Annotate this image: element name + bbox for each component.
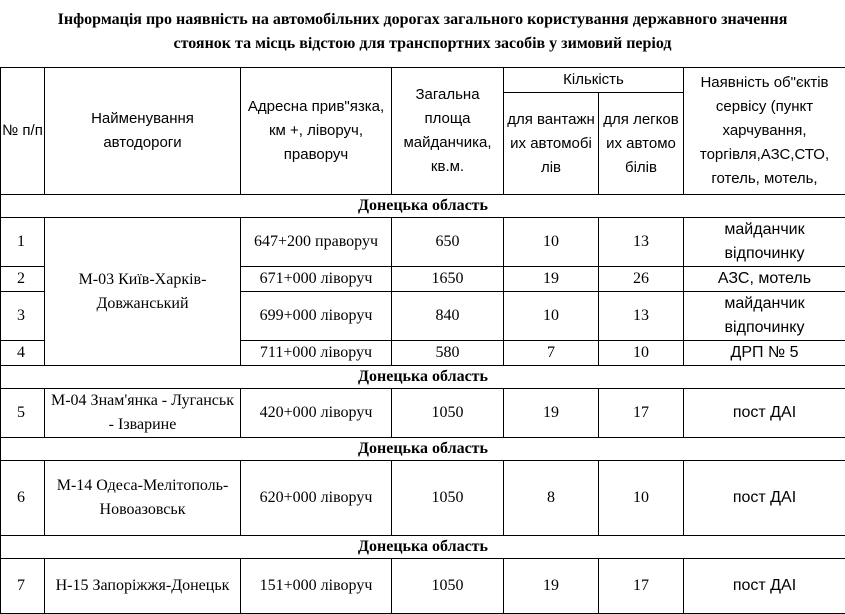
header-cars: для легкових автомобілів <box>599 93 684 195</box>
table-row <box>1 218 845 267</box>
row-number: 4 <box>1 341 45 366</box>
row-number: 3 <box>1 292 45 341</box>
service-cell: пост ДАІ <box>684 461 845 536</box>
cars-cell: 17 <box>599 559 684 614</box>
row-number: 7 <box>1 559 45 614</box>
row-number: 5 <box>1 389 45 438</box>
address-cell: 699+000 ліворуч <box>241 292 392 341</box>
region-row <box>1 195 845 218</box>
region-row <box>1 438 845 461</box>
address-cell: 711+000 ліворуч <box>241 341 392 366</box>
area-cell: 1050 <box>392 559 504 614</box>
road-name: М-04 Знам'янка - Луганськ - Ізварине <box>45 389 241 438</box>
table-row <box>1 461 845 536</box>
region-name: Донецька область <box>1 195 845 218</box>
area-cell: 580 <box>392 341 504 366</box>
area-cell: 840 <box>392 292 504 341</box>
trucks-cell: 8 <box>504 461 599 536</box>
header-num: № п/п <box>1 68 45 195</box>
trucks-cell: 7 <box>504 341 599 366</box>
table-row <box>1 559 845 614</box>
area-cell: 1650 <box>392 267 504 292</box>
trucks-cell: 19 <box>504 559 599 614</box>
trucks-cell: 19 <box>504 267 599 292</box>
title-line-2: стоянок та місць відстою для транспортних засобів у зимовий період <box>0 32 845 56</box>
road-name: Н-15 Запоріжжя-Донецьк <box>45 559 241 614</box>
service-cell: пост ДАІ <box>684 559 845 614</box>
service-cell: ДРП № 5 <box>684 341 845 366</box>
service-cell: АЗС, мотель <box>684 267 845 292</box>
table-row <box>1 389 845 438</box>
row-number: 6 <box>1 461 45 536</box>
parking-table <box>0 67 845 614</box>
address-cell: 671+000 ліворуч <box>241 267 392 292</box>
header-count: Кількість <box>504 68 684 93</box>
service-cell: майданчик відпочинку <box>684 218 845 267</box>
document-title <box>0 0 845 67</box>
header-road: Найменування автодороги <box>45 68 241 195</box>
trucks-cell: 19 <box>504 389 599 438</box>
trucks-cell: 10 <box>504 292 599 341</box>
region-name: Донецька область <box>1 438 845 461</box>
row-number: 2 <box>1 267 45 292</box>
cars-cell: 13 <box>599 218 684 267</box>
address-cell: 151+000 ліворуч <box>241 559 392 614</box>
region-name: Донецька область <box>1 536 845 559</box>
header-area: Загальна площа майданчика, кв.м. <box>392 68 504 195</box>
road-name: М-14 Одеса-Мелітополь-Новоазовськ <box>45 461 241 536</box>
region-name: Донецька область <box>1 366 845 389</box>
address-cell: 647+200 праворуч <box>241 218 392 267</box>
header-row-1 <box>1 68 845 93</box>
area-cell: 1050 <box>392 461 504 536</box>
area-cell: 1050 <box>392 389 504 438</box>
row-number: 1 <box>1 218 45 267</box>
cars-cell: 17 <box>599 389 684 438</box>
table-body <box>1 68 845 614</box>
service-cell: пост ДАІ <box>684 389 845 438</box>
address-cell: 620+000 ліворуч <box>241 461 392 536</box>
header-trucks: для вантажних автомобілів <box>504 93 599 195</box>
address-cell: 420+000 ліворуч <box>241 389 392 438</box>
trucks-cell: 10 <box>504 218 599 267</box>
cars-cell: 10 <box>599 341 684 366</box>
cars-cell: 13 <box>599 292 684 341</box>
road-name: М-03 Київ-Харків-Довжанський <box>45 218 241 366</box>
region-row <box>1 366 845 389</box>
header-service: Наявність об"єктів сервісу (пункт харчування, торгівля,АЗС,СТО, готель, мотель, <box>684 68 845 195</box>
cars-cell: 10 <box>599 461 684 536</box>
header-address: Адресна прив"язка, км +, ліворуч, праворуч <box>241 68 392 195</box>
cars-cell: 26 <box>599 267 684 292</box>
title-line-1: Інформація про наявність на автомобільних дорогах загального користування державного значення <box>0 8 845 32</box>
region-row <box>1 536 845 559</box>
area-cell: 650 <box>392 218 504 267</box>
service-cell: майданчик відпочинку <box>684 292 845 341</box>
